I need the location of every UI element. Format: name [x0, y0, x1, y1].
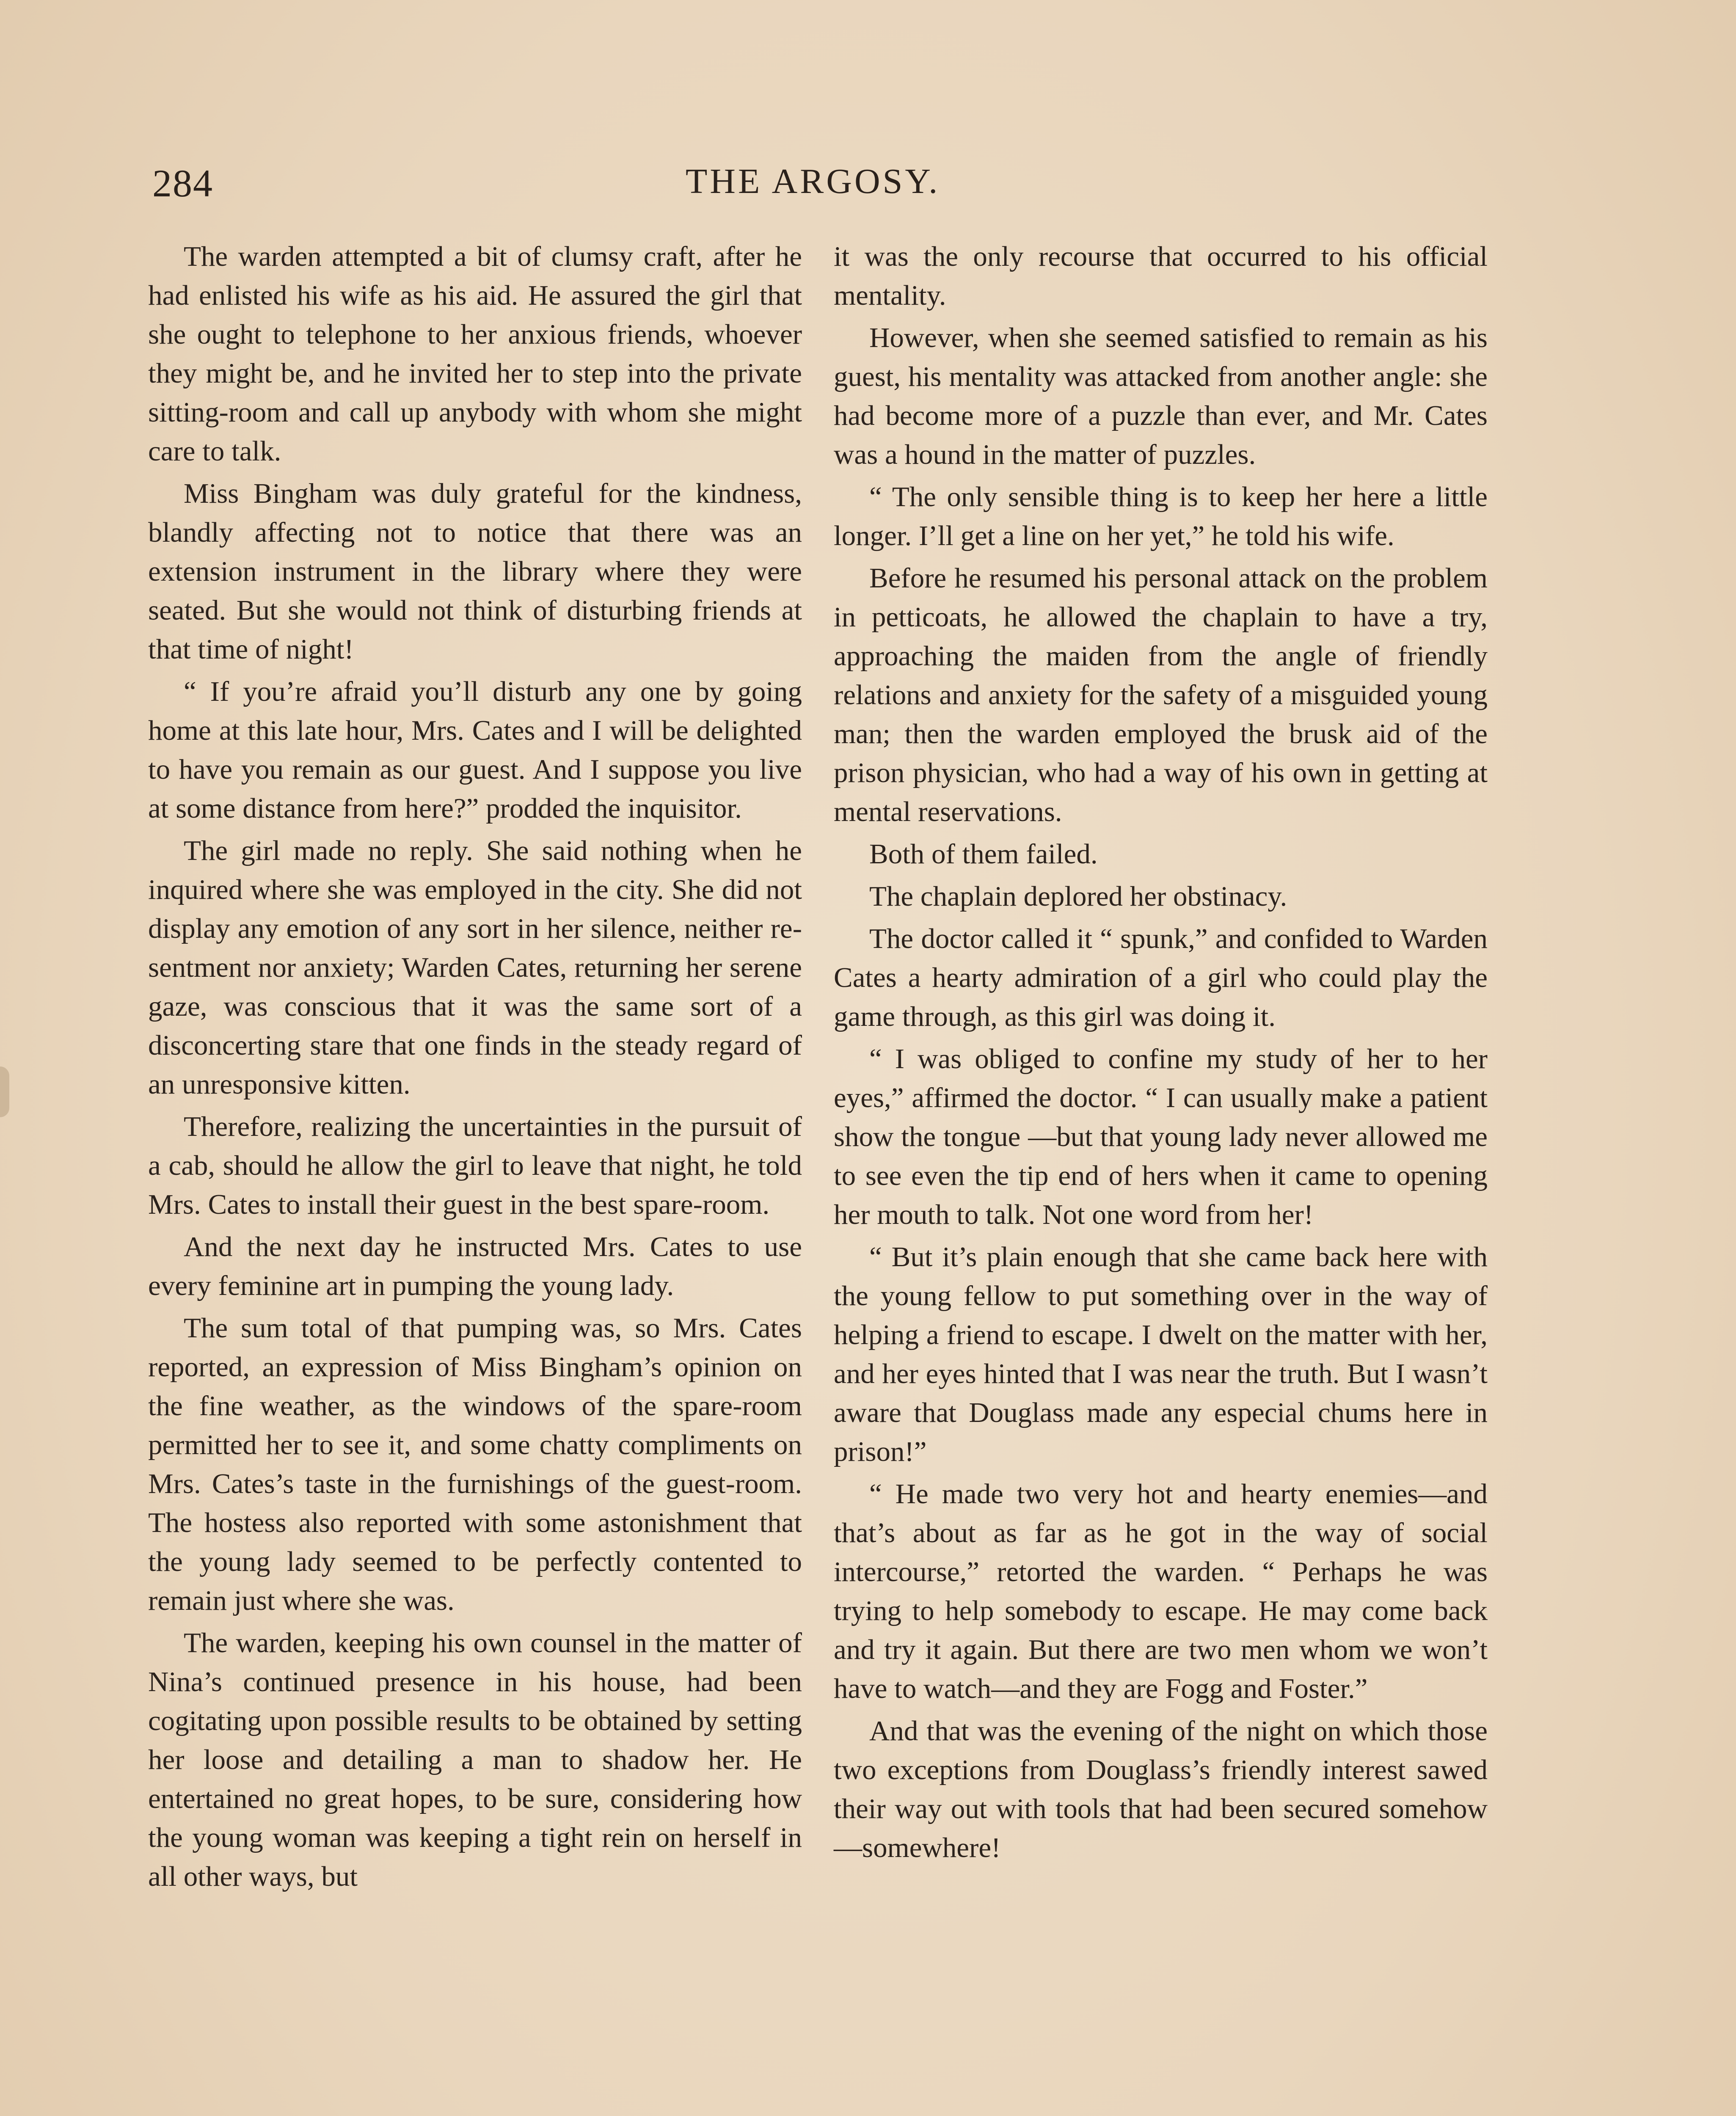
paragraph: And the next day he instructed Mrs. Cates to use every feminine art in pumping the young lady. — [148, 1231, 802, 1301]
page-header — [152, 161, 1481, 220]
paragraph: “ The only sensible thing is to keep her here a little longer. I’ll get a line on her yet,” he told his wife. — [834, 481, 1488, 551]
paragraph: Both of them failed. — [869, 838, 1098, 870]
page-number: 284 — [152, 162, 213, 205]
paragraph: The chaplain deplored her obstinacy. — [869, 881, 1287, 912]
left-column — [148, 237, 802, 1899]
paragraph: Before he resumed his personal attack on the problem in petticoats, he allowed the chaplain to have a try, approaching the maiden from the angle of friendly relations and anxiety for the safety of a misguided young man; then the warden employed the brusk aid of the prison physician, who had a way of his own in getting at mental reservations. — [834, 562, 1488, 827]
right-column — [834, 237, 1488, 1871]
paragraph: The warden, keeping his own counsel in the matter of Nina’s continued presence in his house, had been cogitating upon possible results to be obtained by setting her loose and detailing a man to shadow her. He entertained no great hopes, to be sure, considering how the young woman was keeping a tight rein on herself in all other ways, but — [148, 1627, 802, 1892]
paragraph-continued: it was the only recourse that occurred to his official mentality. — [834, 241, 1488, 311]
paragraph: “ If you’re afraid you’ll disturb any one by going home at this late hour, Mrs. Cates and I will be delighted to have you remain as our guest. And I suppose you live at some distance from here?” prodded the inquisitor. — [148, 676, 802, 824]
paragraph: “ But it’s plain enough that she came back here with the young fellow to put something over in the way of helping a friend to escape. I dwelt on the matter with her, and her eyes hinted that I was near the truth. But I wasn’t aware that Douglass made any especial chums here in prison!” — [834, 1241, 1488, 1467]
running-title: THE ARGOSY. — [686, 162, 940, 201]
paragraph: The sum total of that pumping was, so Mrs. Cates reported, an expression of Miss Bingham’s opinion on the fine weather, as the windows of the spare-room permitted her to see it, and some chatty compliments on Mrs. Cates’s taste in the furnishings of the guest-room. The hostess also reported with some astonishment that the young lady seemed to be perfectly contented to remain just where she was. — [148, 1312, 802, 1616]
paragraph: “ I was obliged to confine my study of her to her eyes,” affirmed the doctor. “ I can usually make a patient show the tongue —but that young lady never allowed me to see even the tip end of hers when it came to opening her mouth to talk. Not one word from her! — [834, 1043, 1488, 1230]
paragraph: Therefore, realizing the uncertainties in the pursuit of a cab, should he allow the girl to leave that night, he told Mrs. Cates to install their guest in the best spare-room. — [148, 1111, 802, 1220]
paragraph: However, when she seemed satisfied to remain as his guest, his mentality was attacked from another angle: she had become more of a puzzle than ever, and Mr. Cates was a hound in the matter of puzzles. — [834, 322, 1488, 470]
paragraph: The girl made no reply. She said nothing when he inquired where she was employed in the city. She did not display any emotion of any sort in her silence, neither resentment nor anxiety; Warden Cates, returning her serene gaze, was conscious that it was the same sort of a disconcerting stare that one finds in the steady regard of an unresponsive kitten. — [148, 835, 802, 1100]
paragraph: And that was the evening of the night on which those two exceptions from Douglass’s friendly interest sawed their way out with tools that had been secured somehow—somewhere! — [834, 1715, 1488, 1863]
page-edge-stain — [0, 1066, 9, 1117]
paragraph: The warden attempted a bit of clumsy craft, after he had enlisted his wife as his aid. He assured the girl that she ought to telephone to her anxious friends, whoever they might be, and he invited her to step into the private sitting-room and call up anybody with whom she might care to talk. — [148, 241, 802, 467]
paragraph: “ He made two very hot and hearty enemies—and that’s about as far as he got in the way of social intercourse,” retorted the warden. “ Perhaps he was trying to help somebody to escape. He may come back and try it again. But there are two men whom we won’t have to watch—and they are Fogg and Foster.” — [834, 1478, 1488, 1704]
paragraph: Miss Bingham was duly grateful for the kindness, blandly affecting not to notice that there was an extension instrument in the library where they were seated. But she would not think of disturbing friends at that time of night! — [148, 478, 802, 665]
paragraph: The doctor called it “ spunk,” and confided to Warden Cates a hearty admiration of a girl who could play the game through, as this girl was doing it. — [834, 923, 1488, 1032]
